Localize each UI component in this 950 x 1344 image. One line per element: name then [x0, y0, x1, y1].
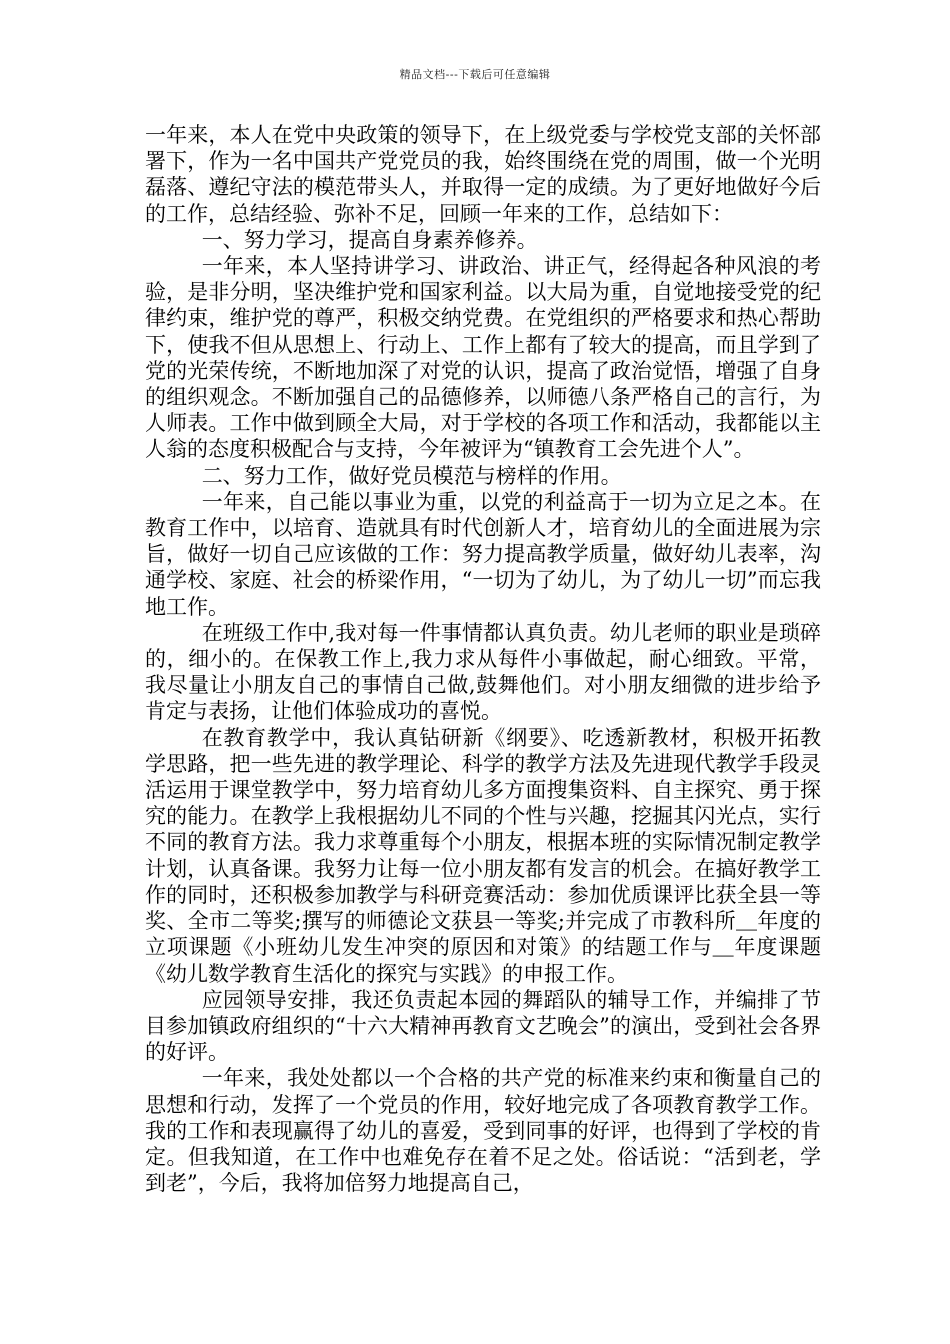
page-header: 精品文档---下载后可任意编辑	[399, 68, 551, 81]
paragraph-intro: 一年来，本人在党中央政策的领导下，在上级党委与学校党支部的关怀部署下，作为一名中国共产党党员的我，始终围绕在党的周围，做一个光明磊落、遵纪守法的模范带头人，并取得一定的成绩。为了更好地做好今后的工作，总结经验、弥补不足，回顾一年来的工作，总结如下：	[145, 123, 821, 226]
paragraph-teaching: 在教育教学中，我认真钻研新《纲要》、吃透新教材，积极开拓教学思路，把一些先进的教学理论、科学的教学方法及先进现代教学手段灵活运用于课堂教学中，努力培育幼儿多方面搜集资料、自主探究、勇于探究的能力。在教学上我根据幼儿不同的个性与兴趣，挖掘其闪光点，实行不同的教育方法。我力求尊重每个小朋友，根据本班的实际情况制定教学计划，认真备课。我努力让每一位小朋友都有发言的机会。在搞好教学工作的同时，还积极参加教学与科研竞赛活动：参加优质课评比获全县一等奖、全市二等奖;撰写的师德论文获县一等奖;并完成了市教科所＿年度的立项课题《小班幼儿发生冲突的原因和对策》的结题工作与＿年度课题《幼儿数学教育生活化的探究与实践》的申报工作。	[145, 725, 821, 986]
paragraph-dance-team: 应园领导安排，我还负责起本园的舞蹈队的辅导工作，并编排了节目参加镇政府组织的“十六大精神再教育文艺晚会”的演出，受到社会各界的好评。	[145, 987, 821, 1065]
section-heading-study: 一、努力学习，提高自身素养修养。	[201, 227, 538, 252]
paragraph-study: 一年来，本人坚持讲学习、讲政治、讲正气，经得起各种风浪的考验，是非分明，坚决维护党和国家利益。以大局为重，自觉地接受党的纪律约束，维护党的尊严，积极交纳党费。在党组织的严格要求和热心帮助下，使我不但从思想上、行动上、工作上都有了较大的提高，而且学到了党的光荣传统，不断地加深了对党的认识，提高了政治觉悟，增强了自身的组织观念。不断加强自己的品德修养，以师德八条严格自己的言行，为人师表。工作中做到顾全大局，对于学校的各项工作和活动，我都能以主人翁的态度积极配合与支持，今年被评为“镇教育工会先进个人”。	[145, 254, 821, 462]
paragraph-conclusion: 一年来，我处处都以一个合格的共产党的标准来约束和衡量自己的思想和行动，发挥了一个党员的作用，较好地完成了各项教育教学工作。我的工作和表现赢得了幼儿的喜爱，受到同事的好评，也得到了学校的肯定。但我知道，在工作中也难免存在着不足之处。俗话说：“活到老，学到老”，今后，我将加倍努力地提高自己，	[145, 1066, 821, 1196]
paragraph-class-work: 在班级工作中,我对每一件事情都认真负责。幼儿老师的职业是琐碎的，细小的。在保教工作上,我力求从每件小事做起，耐心细致。平常，我尽量让小朋友自己的事情自己做,鼓舞他们。对小朋友细微的进步给予肯定与表扬，让他们体验成功的喜悦。	[145, 620, 821, 724]
paragraph-work: 一年来，自己能以事业为重，以党的利益高于一切为立足之本。在教育工作中，以培育、造就具有时代创新人才，培育幼儿的全面进展为宗旨，做好一切自己应该做的工作：努力提高教学质量，做好幼儿表率，沟通学校、家庭、社会的桥梁作用，“一切为了幼儿，为了幼儿一切”而忘我地工作。	[145, 489, 821, 619]
document-body	[145, 122, 821, 1196]
section-heading-work: 二、努力工作，做好党员模范与榜样的作用。	[201, 463, 622, 488]
